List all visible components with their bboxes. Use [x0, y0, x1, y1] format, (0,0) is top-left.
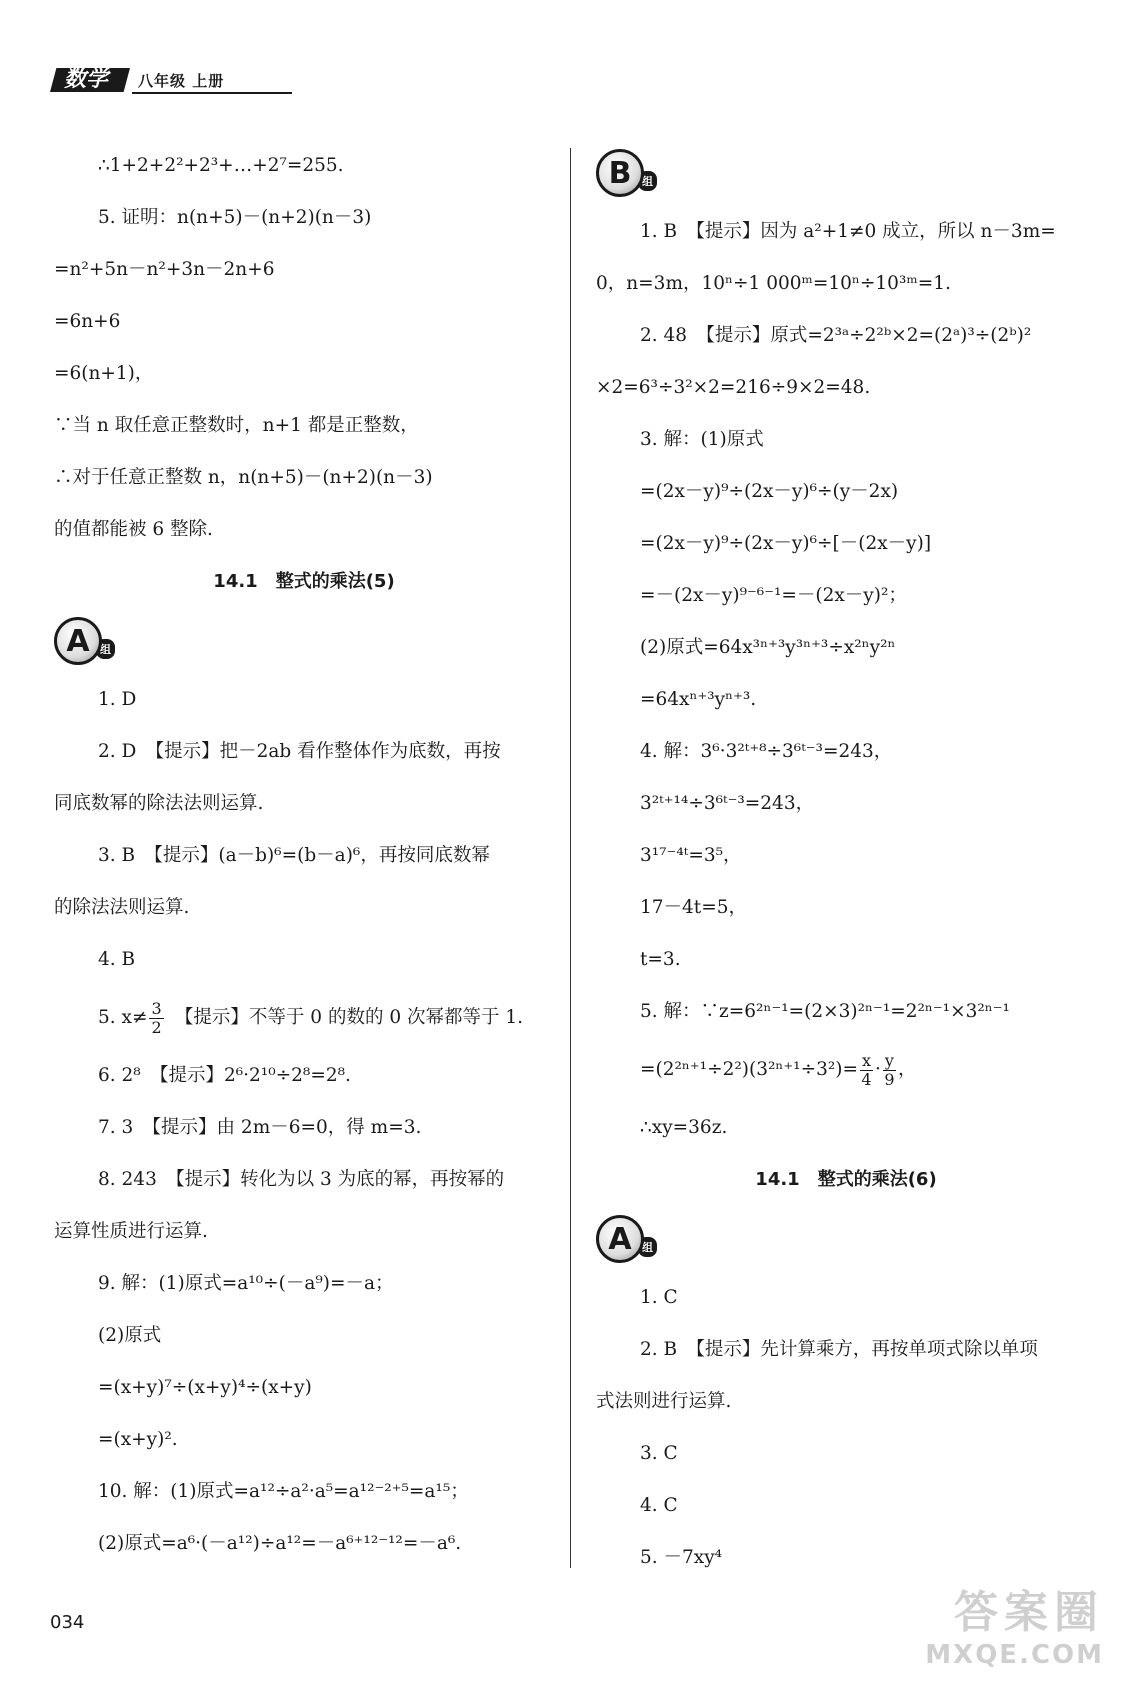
answer-prefix: =(2²ⁿ⁺¹÷2²)(3²ⁿ⁺¹÷3²)=	[640, 1059, 858, 1080]
answer-line: =－(2x－y)⁹⁻⁶⁻¹=－(2x－y)²；	[640, 585, 907, 606]
right-column	[596, 140, 1096, 1584]
answer-line: ∴xy=36z.	[640, 1117, 728, 1138]
badge-circle: A	[54, 617, 102, 665]
fraction-denominator: 2	[151, 1017, 162, 1037]
answer-line: ×2=6³÷3²×2=216÷9×2=48.	[596, 377, 871, 398]
badge-tag: 组	[638, 171, 657, 191]
answer-line: (2)原式=64x³ⁿ⁺³y³ⁿ⁺³÷x²ⁿy²ⁿ	[640, 637, 896, 658]
answer-line: 的除法法则运算.	[54, 897, 190, 918]
answer-line: =64xⁿ⁺³yⁿ⁺³.	[640, 689, 757, 710]
answer-line: t=3.	[640, 949, 681, 970]
answer-line: 3¹⁷⁻⁴ᵗ=3⁵，	[640, 845, 742, 866]
answer-line-fraction	[54, 986, 554, 1050]
answer-prefix: 5. x≠	[98, 1007, 148, 1028]
group-badge-a	[54, 608, 554, 674]
text-line: =6(n+1)，	[54, 363, 154, 384]
answer-line-fraction	[596, 1038, 1096, 1102]
answer-line: 2. D 【提示】把－2ab 看作整体作为底数，再按	[98, 741, 501, 762]
answer-line: (2)原式=a⁶·(－a¹²)÷a¹²=－a⁶⁺¹²⁻¹²=－a⁶.	[98, 1533, 462, 1554]
answer-line: 1. B 【提示】因为 a²+1≠0 成立，所以 n－3m=	[640, 221, 1056, 242]
section-title: 14.1 整式的乘法(5)	[213, 571, 395, 592]
answer-line: 5. 解：∵z=6²ⁿ⁻¹=(2×3)²ⁿ⁻¹=2²ⁿ⁻¹×3²ⁿ⁻¹	[640, 1001, 1010, 1022]
watermark	[925, 1576, 1104, 1670]
badge-circle: B	[596, 149, 644, 197]
answer-line: 2. B 【提示】先计算乘方，再按单项式除以单项	[640, 1339, 1038, 1360]
answer-line: =(x+y)⁷÷(x+y)⁴÷(x+y)	[98, 1377, 312, 1398]
fraction	[860, 1052, 873, 1089]
group-badge-b	[596, 140, 1096, 206]
answer-line: 3. C	[640, 1443, 678, 1464]
answer-line: 3. B 【提示】(a－b)⁶=(b－a)⁶，再按同底数幂	[98, 845, 490, 866]
badge-tag: 组	[96, 639, 115, 659]
text-line: ∵当 n 取任意正整数时，n+1 都是正整数，	[54, 415, 419, 436]
column-divider	[570, 148, 571, 1568]
answer-line: 2. 48 【提示】原式=2³ᵃ÷2²ᵇ×2=(2ᵃ)³÷(2ᵇ)²	[640, 325, 1032, 346]
subject-logo: 数学	[64, 67, 109, 92]
fraction	[149, 1000, 163, 1037]
answer-suffix: ，	[897, 1059, 917, 1080]
answer-line: 3²ᵗ⁺¹⁴÷3⁶ᵗ⁻³=243，	[640, 793, 815, 814]
answer-line: 同底数幂的除法法则运算.	[54, 793, 264, 814]
answer-line: 1. C	[640, 1287, 678, 1308]
left-column	[54, 140, 554, 1570]
page-header	[50, 68, 240, 96]
answer-line: =(x+y)².	[98, 1429, 178, 1450]
multiply-dot: ·	[875, 1059, 881, 1080]
fraction-denominator: 9	[884, 1069, 895, 1089]
header-rule	[132, 92, 292, 94]
fraction-numerator: x	[862, 1050, 872, 1070]
watermark-line1: 答案圈	[954, 1587, 1104, 1638]
badge-tag: 组	[638, 1237, 657, 1257]
answer-line: 4. B	[98, 949, 136, 970]
answer-line: =(2x－y)⁹÷(2x－y)⁶÷[－(2x－y)]	[640, 533, 932, 554]
section-title: 14.1 整式的乘法(6)	[755, 1169, 937, 1190]
answer-line: 4. 解：3⁶·3²ᵗ⁺⁸÷3⁶ᵗ⁻³=243，	[640, 741, 893, 762]
answer-line: 9. 解：(1)原式=a¹⁰÷(－a⁹)=－a；	[98, 1273, 394, 1294]
answer-line: 1. D	[98, 689, 137, 710]
grade-label: 八年级 上册	[138, 72, 225, 90]
answer-line: 4. C	[640, 1495, 678, 1516]
answer-line: 8. 243 【提示】转化为以 3 为底的幂，再按幂的	[98, 1169, 505, 1190]
fraction-numerator: 3	[151, 998, 162, 1018]
answer-line: 运算性质进行运算.	[54, 1221, 208, 1242]
text-line: ∴1+2+2²+2³+…+2⁷=255.	[98, 155, 344, 176]
answer-line: 17－4t=5，	[640, 897, 748, 918]
answer-line: 6. 2⁸ 【提示】2⁶·2¹⁰÷2⁸=2⁸.	[98, 1065, 351, 1086]
text-line: ∴对于任意正整数 n，n(n+5)－(n+2)(n－3)	[54, 467, 433, 488]
group-badge-a2	[596, 1206, 1096, 1272]
answer-line: 式法则进行运算.	[596, 1391, 732, 1412]
fraction-numerator: y	[884, 1050, 894, 1070]
answer-line: 10. 解：(1)原式=a¹²÷a²·a⁵=a¹²⁻²⁺⁵=a¹⁵；	[98, 1481, 469, 1502]
answer-suffix: 【提示】不等于 0 的数的 0 次幂都等于 1.	[165, 1007, 524, 1028]
text-line: 5. 证明：n(n+5)－(n+2)(n－3)	[98, 207, 372, 228]
answer-line: (2)原式	[98, 1325, 162, 1346]
text-line: 的值都能被 6 整除.	[54, 519, 213, 540]
answer-line: =(2x－y)⁹÷(2x－y)⁶÷(y－2x)	[640, 481, 899, 502]
text-line: =n²+5n－n²+3n－2n+6	[54, 259, 275, 280]
text-line: =6n+6	[54, 311, 121, 332]
answer-line: 3. 解：(1)原式	[640, 429, 764, 450]
answer-line: 7. 3 【提示】由 2m－6=0，得 m=3.	[98, 1117, 422, 1138]
badge-circle: A	[596, 1215, 644, 1263]
answer-line: 0，n=3m，10ⁿ÷1 000ᵐ=10ⁿ÷10³ᵐ=1.	[596, 273, 951, 294]
fraction	[883, 1052, 896, 1089]
fraction-denominator: 4	[861, 1069, 872, 1089]
page-number: 034	[50, 1612, 85, 1633]
watermark-line2: MXQE.COM	[925, 1640, 1104, 1670]
answer-line: 5. －7xy⁴	[640, 1547, 723, 1568]
